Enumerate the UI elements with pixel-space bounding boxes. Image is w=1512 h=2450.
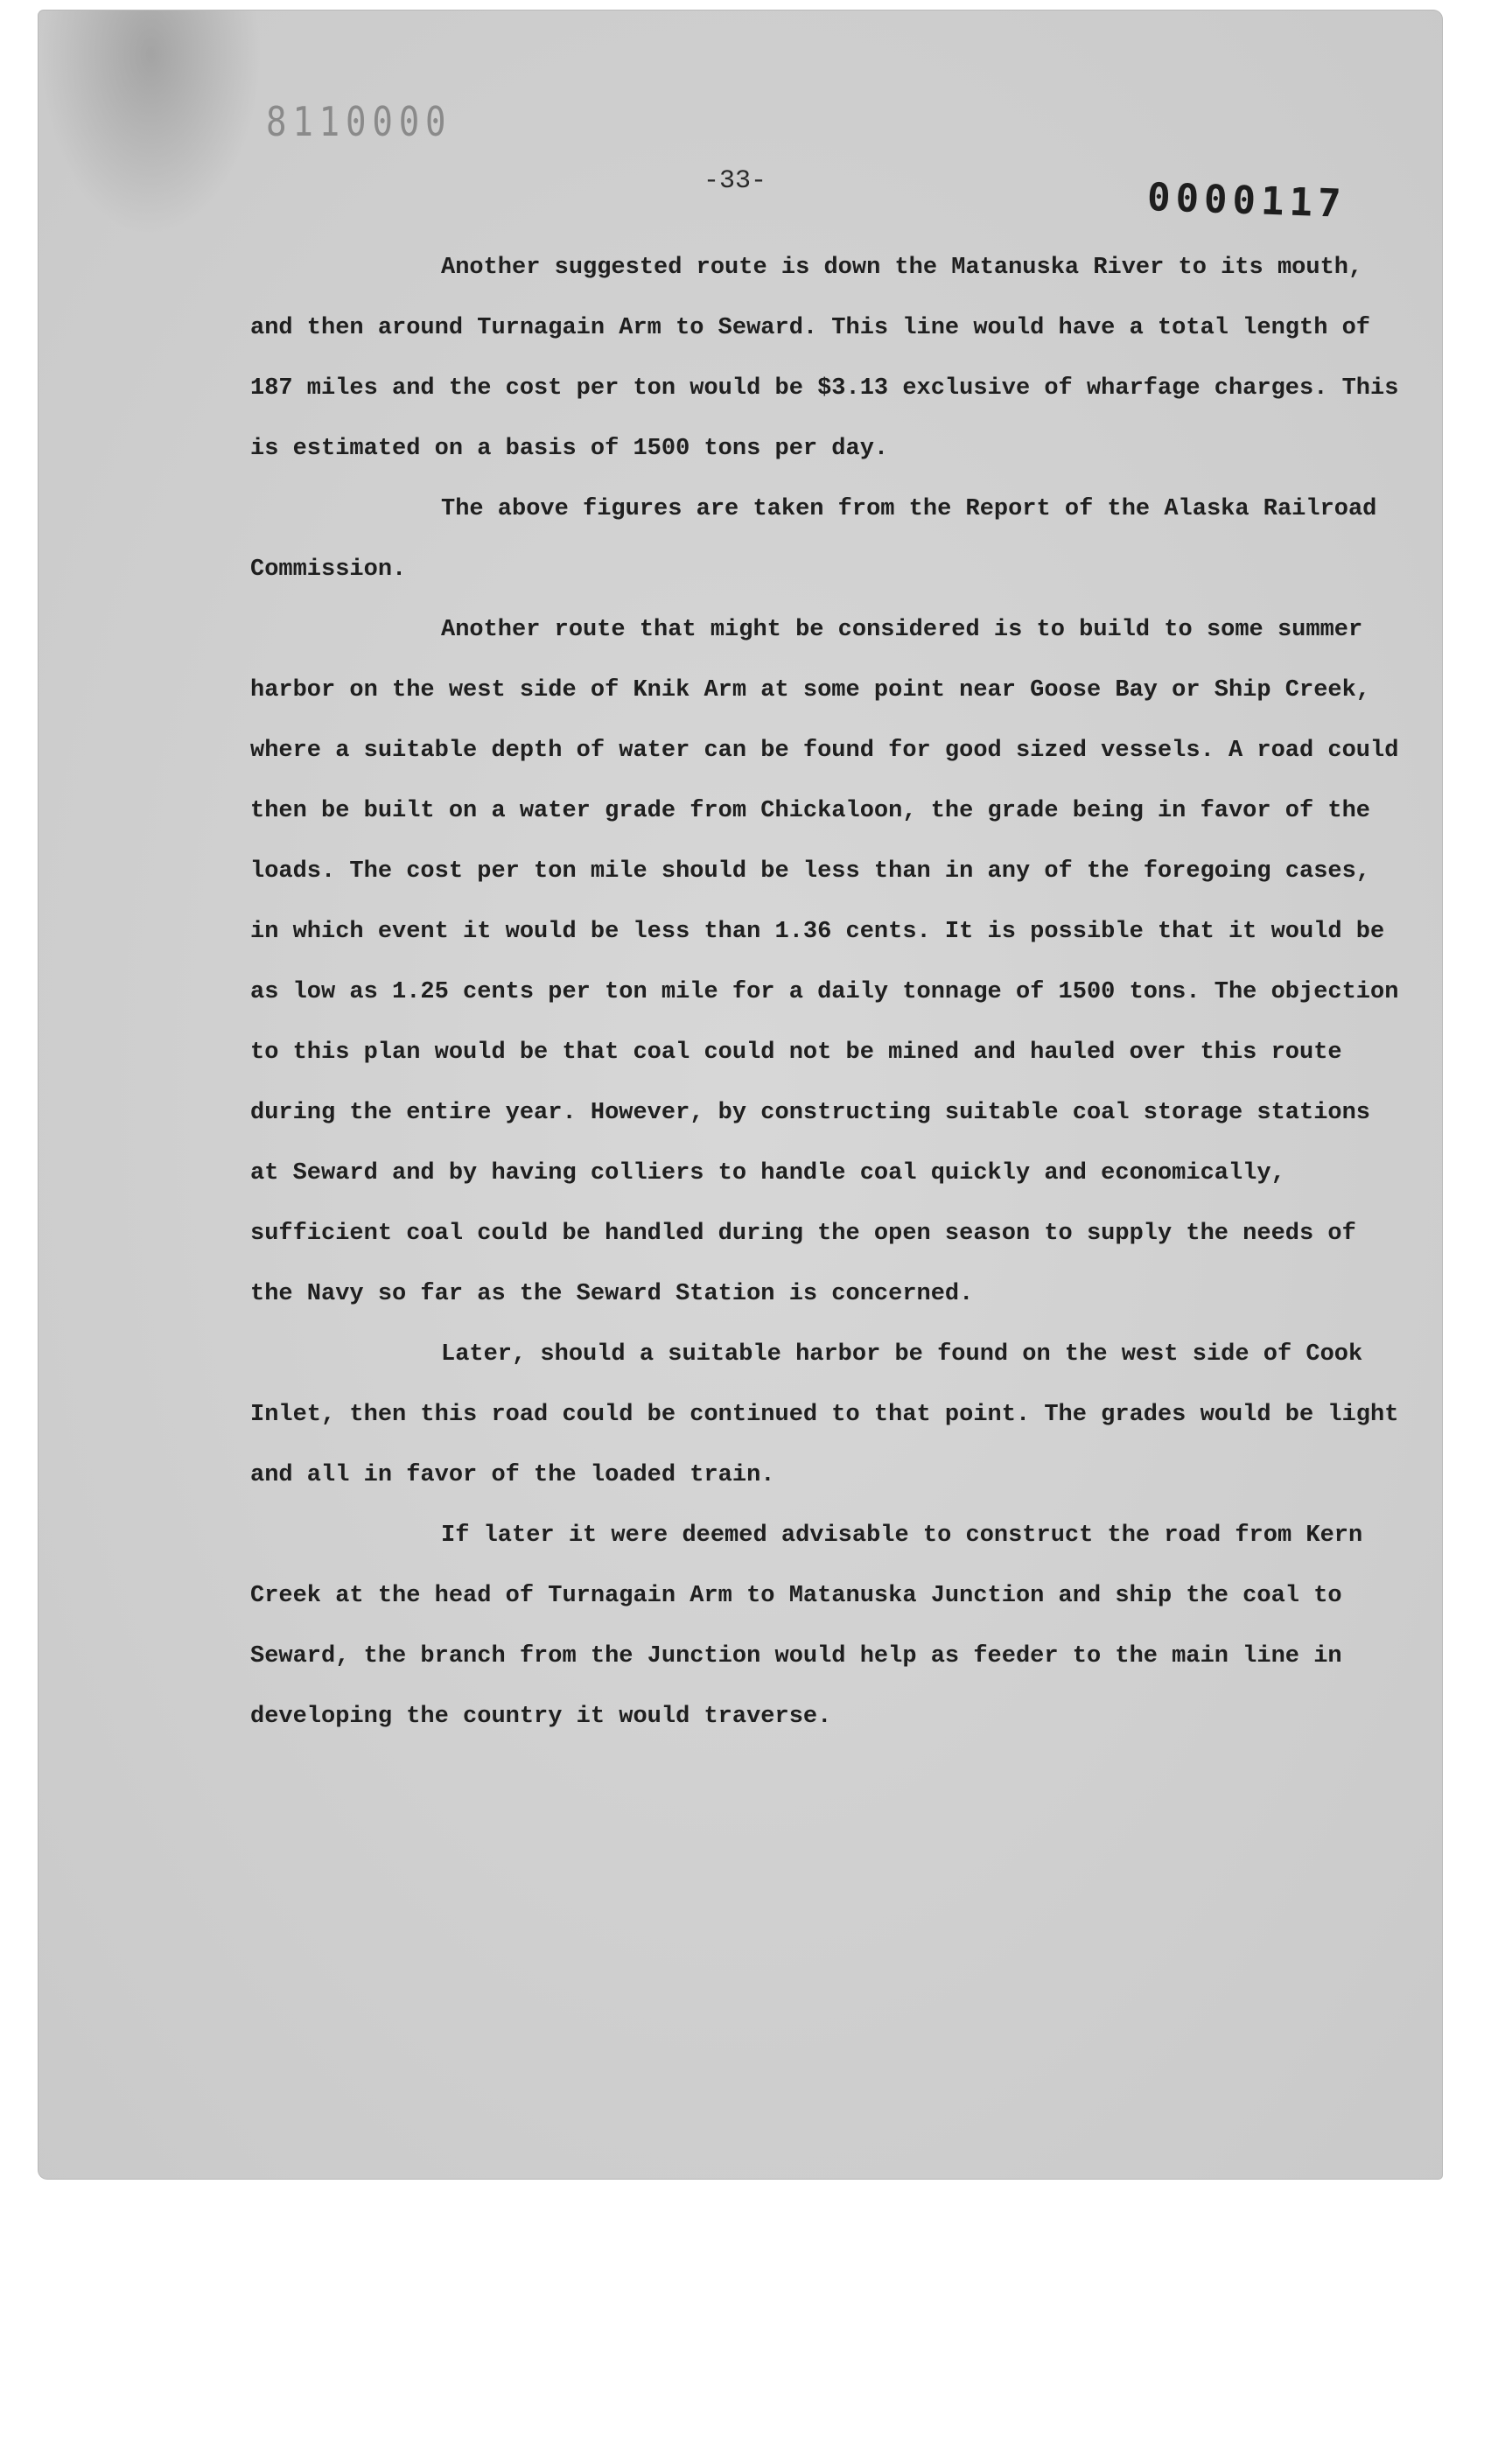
paragraph: If later it were deemed advisable to construct the road from Kern Creek at the head of Turnagain Arm to Matanuska Junction and ship the coal to Seward, the branch from the Junction would help as feeder to the main line in developing the country it would traverse. [250, 1522, 1363, 1730]
stamp-number: 0000117 [1146, 175, 1348, 227]
stamp-number-faded: 8110000 [266, 98, 452, 145]
paragraph: The above figures are taken from the Report of the Alaska Railroad Commission. [250, 496, 1377, 583]
document-body [250, 238, 1405, 1747]
paragraph: Another suggested route is down the Matanuska River to its mouth, and then around Turnagain Arm to Seward. This line would have a total length of 187 miles and the cost per ton would be $3.13 exclusive of wharfage charges. This is estimated on a basis of 1500 tons per day. [250, 255, 1399, 462]
page-number: -33- [704, 166, 767, 196]
paragraph: Later, should a suitable harbor be found on the west side of Cook Inlet, then this road could be continued to that point. The grades would be light and all in favor of the loaded train. [250, 1341, 1399, 1488]
paragraph: Another route that might be considered is to build to some summer harbor on the west side of Knik Arm at some point near Goose Bay or Ship Creek, where a suitable depth of water can be found for good sized vessels. A road could then be built on a water grade from Chickaloon, the grade being in favor of the loads. The cost per ton mile should be less than in any of the foregoing cases, in which event it would be less than 1.36 cents. It is possible that it would be as low as 1.25 cents per ton mile for a daily tonnage of 1500 tons. The objection to this plan would be that coal could not be mined and hauled over this route during the entire year. However, by constructing suitable coal storage stations at Seward and by having colliers to handle coal quickly and economically, sufficient coal could be handled during the open season to supply the needs of the Navy so far as the Seward Station is concerned. [250, 617, 1399, 1307]
